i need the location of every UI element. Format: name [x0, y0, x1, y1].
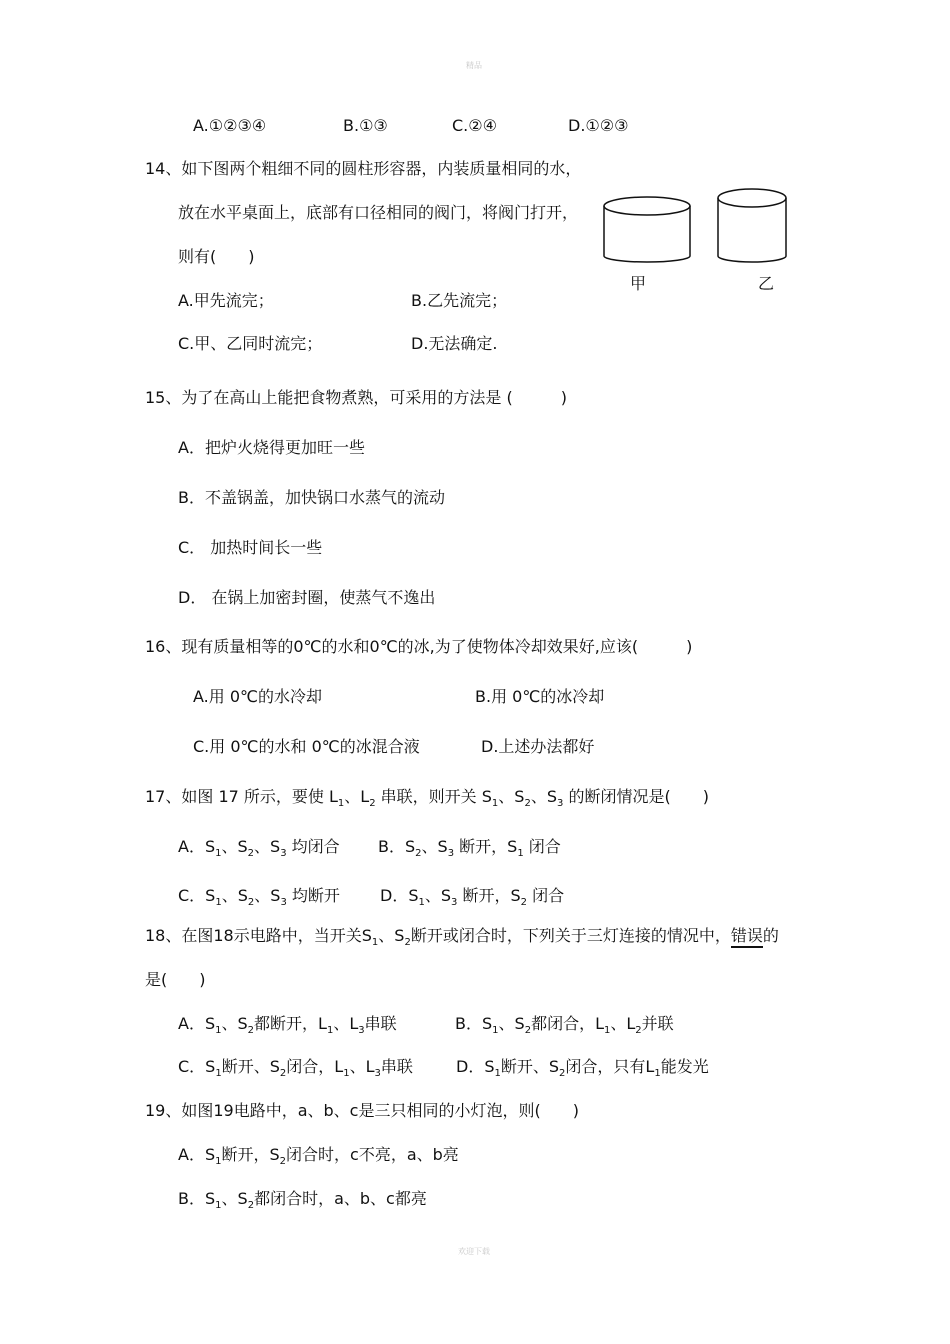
emphasis-wrong: 错误 [731, 926, 763, 948]
label-yi: 乙 [758, 274, 775, 293]
q16-option-d: D.上述办法都好 [481, 737, 595, 756]
q14-stem-line2: 放在水平桌面上，底部有口径相同的阀门，将阀门打开， [178, 203, 579, 222]
q19-option-a: A．$S_1$断开，$S_2$闭合时，c不亮，a、b亮 [178, 1145, 459, 1167]
q13-option-d: D.①②③ [568, 116, 629, 135]
q19-option-b: B．$S_1$、$S_2$都闭合时，a、b、c都亮 [178, 1189, 427, 1211]
label-jia: 甲 [630, 274, 647, 293]
q15-option-a: A．把炉火烧得更加旺一些 [178, 438, 365, 457]
q17-option-d: D．$S_1$、$S_3$ 断开，$S_2$ 闭合 [380, 886, 565, 908]
q16-option-b: B.用 0℃的冰冷却 [475, 687, 605, 706]
q18-stem-line2: 是( ) [145, 970, 206, 989]
q17-option-b: B．$S_2$、$S_3$ 断开，$S_1$ 闭合 [378, 837, 561, 859]
q14-option-d: D.无法确定. [411, 334, 498, 353]
cylinder-jia [604, 197, 690, 262]
q14-option-b: B.乙先流完； [411, 291, 508, 310]
q13-option-c: C.②④ [452, 116, 497, 135]
q16-stem: 16、现有质量相等的0℃的水和0℃的冰,为了使物体冷却效果好,应该( ) [145, 637, 693, 656]
cylinders-figure [598, 184, 798, 264]
q15-stem: 15、为了在高山上能把食物煮熟，可采用的方法是 ( ) [145, 388, 567, 407]
q13-option-a: A.①②③④ [193, 116, 267, 135]
q15-option-b: B．不盖锅盖，加快锅口水蒸气的流动 [178, 488, 445, 507]
q16-option-c: C.用 0℃的水和 0℃的冰混合液 [193, 737, 420, 756]
q18-option-b: B．$S_1$、$S_2$都闭合，$L_1$、$L_2$并联 [455, 1014, 674, 1036]
q13-option-b: B.①③ [343, 116, 388, 135]
q19-stem: 19、如图19电路中，a、b、c是三只相同的小灯泡，则( ) [145, 1101, 579, 1120]
q18-option-c: C．$S_1$断开、$S_2$闭合，$L_1$、$L_3$串联 [178, 1057, 413, 1079]
page-header: 精品 [466, 61, 482, 70]
q15-option-d: D． 在锅上加密封圈，使蒸气不逸出 [178, 588, 436, 607]
q14-option-a: A.甲先流完； [178, 291, 274, 310]
q14-stem-line1: 14、如下图两个粗细不同的圆柱形容器，内装质量相同的水， [145, 159, 582, 178]
q15-option-c: C． 加热时间长一些 [178, 538, 323, 557]
cylinder-yi [718, 189, 786, 262]
q17-option-c: C．$S_1$、$S_2$、$S_3$ 均断开 [178, 886, 340, 908]
q17-stem: 17、如图 17 所示，要使 $L_1$、$L_2$ 串联，则开关 $S_1$、$S_2$、$S_3$ 的断闭情况是( ) [145, 787, 709, 809]
q16-option-a: A.用 0℃的水冷却 [193, 687, 322, 706]
q14-stem-line3: 则有( ) [178, 247, 255, 266]
page-footer: 欢迎下载 [458, 1247, 490, 1256]
q18-option-a: A．$S_1$、$S_2$都断开，$L_1$、$L_3$串联 [178, 1014, 397, 1036]
q17-option-a: A．$S_1$、$S_2$、$S_3$ 均闭合 [178, 837, 340, 859]
q18-option-d: D．$S_1$断开、$S_2$闭合，只有$L_1$能发光 [456, 1057, 709, 1079]
q14-option-c: C.甲、乙同时流完； [178, 334, 323, 353]
q18-stem: 18、在图18示电路中，当开关$S_1$、$S_2$断开或闭合时，下列关于三灯连接的情况中，错误的 [145, 926, 779, 948]
